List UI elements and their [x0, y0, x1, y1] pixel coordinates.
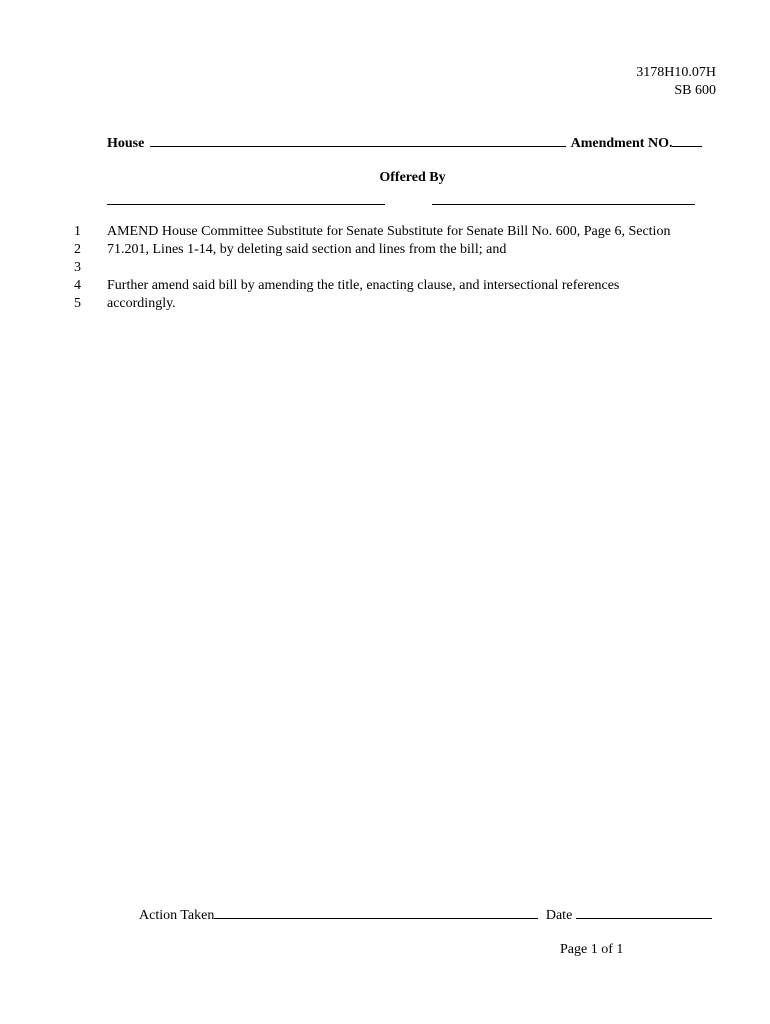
amendment-number-label: Amendment NO. — [570, 136, 673, 151]
bill-number: SB 600 — [674, 83, 716, 98]
house-blank-line — [150, 134, 566, 147]
document-code: 3178H10.07H — [636, 65, 716, 80]
line-number: 1 — [74, 224, 81, 239]
action-taken-blank — [214, 906, 538, 919]
line-number: 5 — [74, 296, 81, 311]
body-line: accordingly. — [107, 296, 176, 311]
action-taken-line — [139, 906, 712, 924]
body-line: 71.201, Lines 1-14, by deleting said section and lines from the bill; and — [107, 242, 507, 257]
house-label: House — [107, 136, 145, 151]
date-blank — [576, 906, 712, 919]
amendment-body — [107, 223, 722, 313]
line-number-column — [74, 223, 81, 313]
body-line — [107, 259, 722, 277]
line-number: 3 — [74, 260, 81, 275]
sponsor-signature-line-right — [432, 204, 695, 205]
offered-by-label: Offered By — [379, 170, 446, 185]
line-number: 4 — [74, 278, 81, 293]
document-id-block — [636, 64, 716, 100]
body-line: AMEND House Committee Substitute for Senate Substitute for Senate Bill No. 600, Page 6, Section — [107, 224, 671, 239]
page-number: Page 1 of 1 — [560, 942, 624, 957]
sponsor-signature-line-left — [107, 204, 385, 205]
date-label: Date — [545, 908, 573, 923]
body-line: Further amend said bill by amending the title, enacting clause, and intersectional references — [107, 278, 620, 293]
line-number: 2 — [74, 242, 81, 257]
action-taken-label: Action Taken — [139, 908, 215, 923]
amendment-header-line — [107, 134, 717, 152]
amendment-number-blank — [672, 134, 702, 147]
